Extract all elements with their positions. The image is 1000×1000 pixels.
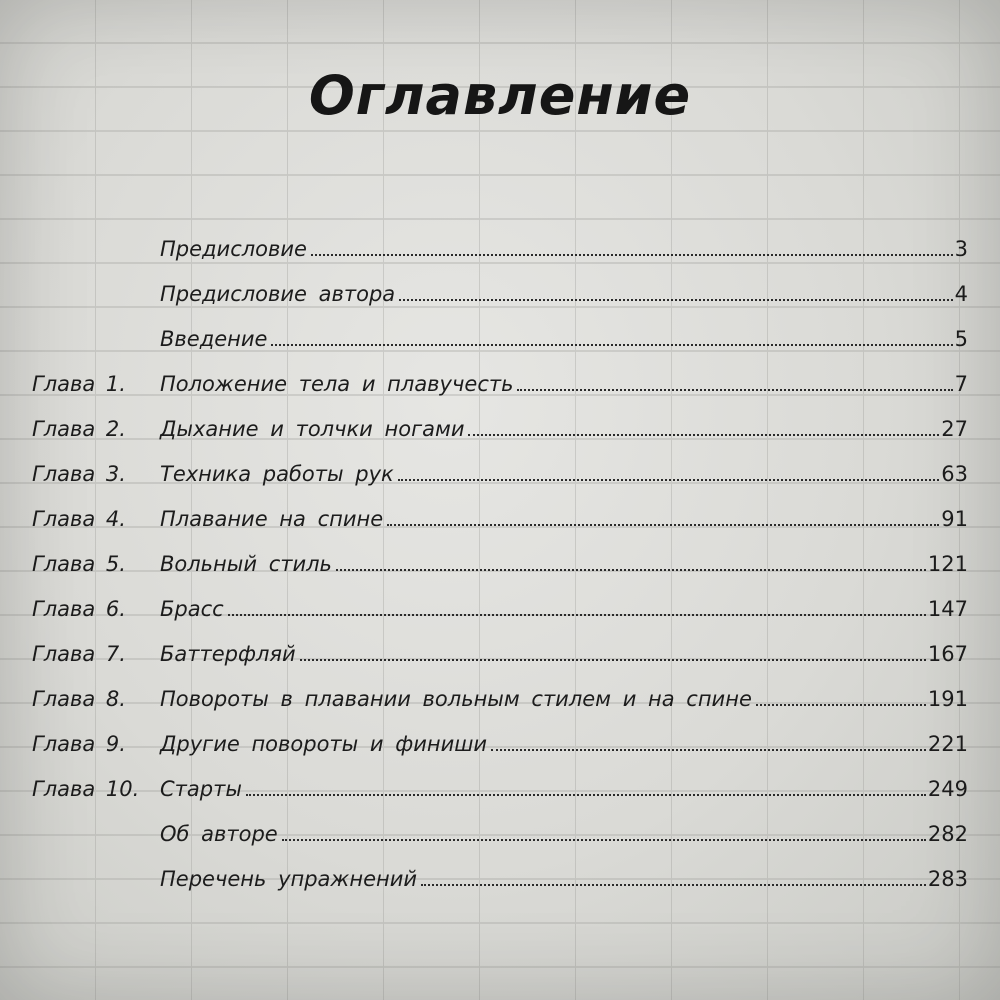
toc-entry-title: Введение [160, 327, 268, 351]
dot-leader [517, 389, 952, 391]
toc-page-number: 27 [941, 417, 968, 441]
dot-leader [399, 299, 952, 301]
toc-chapter-number: Глава 9. [32, 732, 126, 756]
toc-entry-title: Предисловие [160, 237, 307, 261]
toc-page-number: 4 [954, 282, 968, 306]
toc-entry-author-preface [0, 277, 1000, 311]
toc-chapter-number: Глава 7. [32, 642, 126, 666]
toc-page-number: 5 [954, 327, 968, 351]
toc-chapter-number: Глава 4. [32, 507, 126, 531]
toc-entry-preface [0, 232, 1000, 266]
toc-page-number: 221 [927, 732, 968, 756]
toc-page-number: 7 [954, 372, 968, 396]
toc-chapter-number: Глава 1. [32, 372, 126, 396]
toc-page-number: 91 [941, 507, 968, 531]
toc-entry-chapter-5 [0, 547, 1000, 581]
toc-entry-chapter-10 [0, 772, 1000, 806]
dot-leader [468, 434, 939, 436]
toc-entry-chapter-4 [0, 502, 1000, 536]
toc-chapter-number: Глава 10. [32, 777, 140, 801]
toc-entry-title: Перечень упражнений [160, 867, 418, 891]
toc-entry-about-author [0, 817, 1000, 851]
dot-leader [311, 254, 953, 256]
toc-entry-title: Предисловие автора [160, 282, 396, 306]
toc-entry-exercise-list [0, 862, 1000, 896]
toc-entry-title: Баттерфляй [160, 642, 296, 666]
toc-entry-chapter-7 [0, 637, 1000, 671]
toc-entry-chapter-2 [0, 412, 1000, 446]
toc-entry-title: Техника работы рук [160, 462, 394, 486]
page-title: Оглавление [308, 64, 692, 127]
dot-leader [228, 614, 926, 616]
toc-entry-title: Повороты в плавании вольным стилем и на спине [160, 687, 752, 711]
toc-entry-title: Плавание на спине [160, 507, 384, 531]
toc-entry-chapter-8 [0, 682, 1000, 716]
dot-leader [300, 659, 926, 661]
toc-entry-title: Вольный стиль [160, 552, 332, 576]
toc-entry-chapter-3 [0, 457, 1000, 491]
dot-leader [491, 749, 926, 751]
toc-entry-title: Старты [160, 777, 242, 801]
toc-entry-chapter-1 [0, 367, 1000, 401]
toc-chapter-number: Глава 6. [32, 597, 126, 621]
dot-leader [387, 524, 939, 526]
toc-page-number: 282 [927, 822, 968, 846]
toc-entry-title: Дыхание и толчки ногами [160, 417, 465, 441]
toc-entry-title: Об авторе [160, 822, 278, 846]
toc-entry-title: Положение тела и плавучесть [160, 372, 514, 396]
toc-entry-chapter-9 [0, 727, 1000, 761]
toc-page-number: 147 [927, 597, 968, 621]
toc-page-number: 63 [941, 462, 968, 486]
toc-page-number: 191 [927, 687, 968, 711]
toc-chapter-number: Глава 2. [32, 417, 126, 441]
toc-page-number: 3 [954, 237, 968, 261]
toc-page-number: 283 [927, 867, 968, 891]
toc-chapter-number: Глава 3. [32, 462, 126, 486]
toc-entry-chapter-6 [0, 592, 1000, 626]
toc-entry-introduction [0, 322, 1000, 356]
toc-entry-title: Брасс [160, 597, 224, 621]
dot-leader [398, 479, 940, 481]
dot-leader [756, 704, 926, 706]
toc-entry-title: Другие повороты и финиши [160, 732, 488, 756]
dot-leader [336, 569, 926, 571]
dot-leader [271, 344, 952, 346]
toc-chapter-number: Глава 5. [32, 552, 126, 576]
toc-page-number: 249 [927, 777, 968, 801]
toc-page-number: 167 [927, 642, 968, 666]
toc-page-number: 121 [927, 552, 968, 576]
dot-leader [421, 884, 926, 886]
dot-leader [246, 794, 926, 796]
dot-leader [282, 839, 926, 841]
toc-chapter-number: Глава 8. [32, 687, 126, 711]
